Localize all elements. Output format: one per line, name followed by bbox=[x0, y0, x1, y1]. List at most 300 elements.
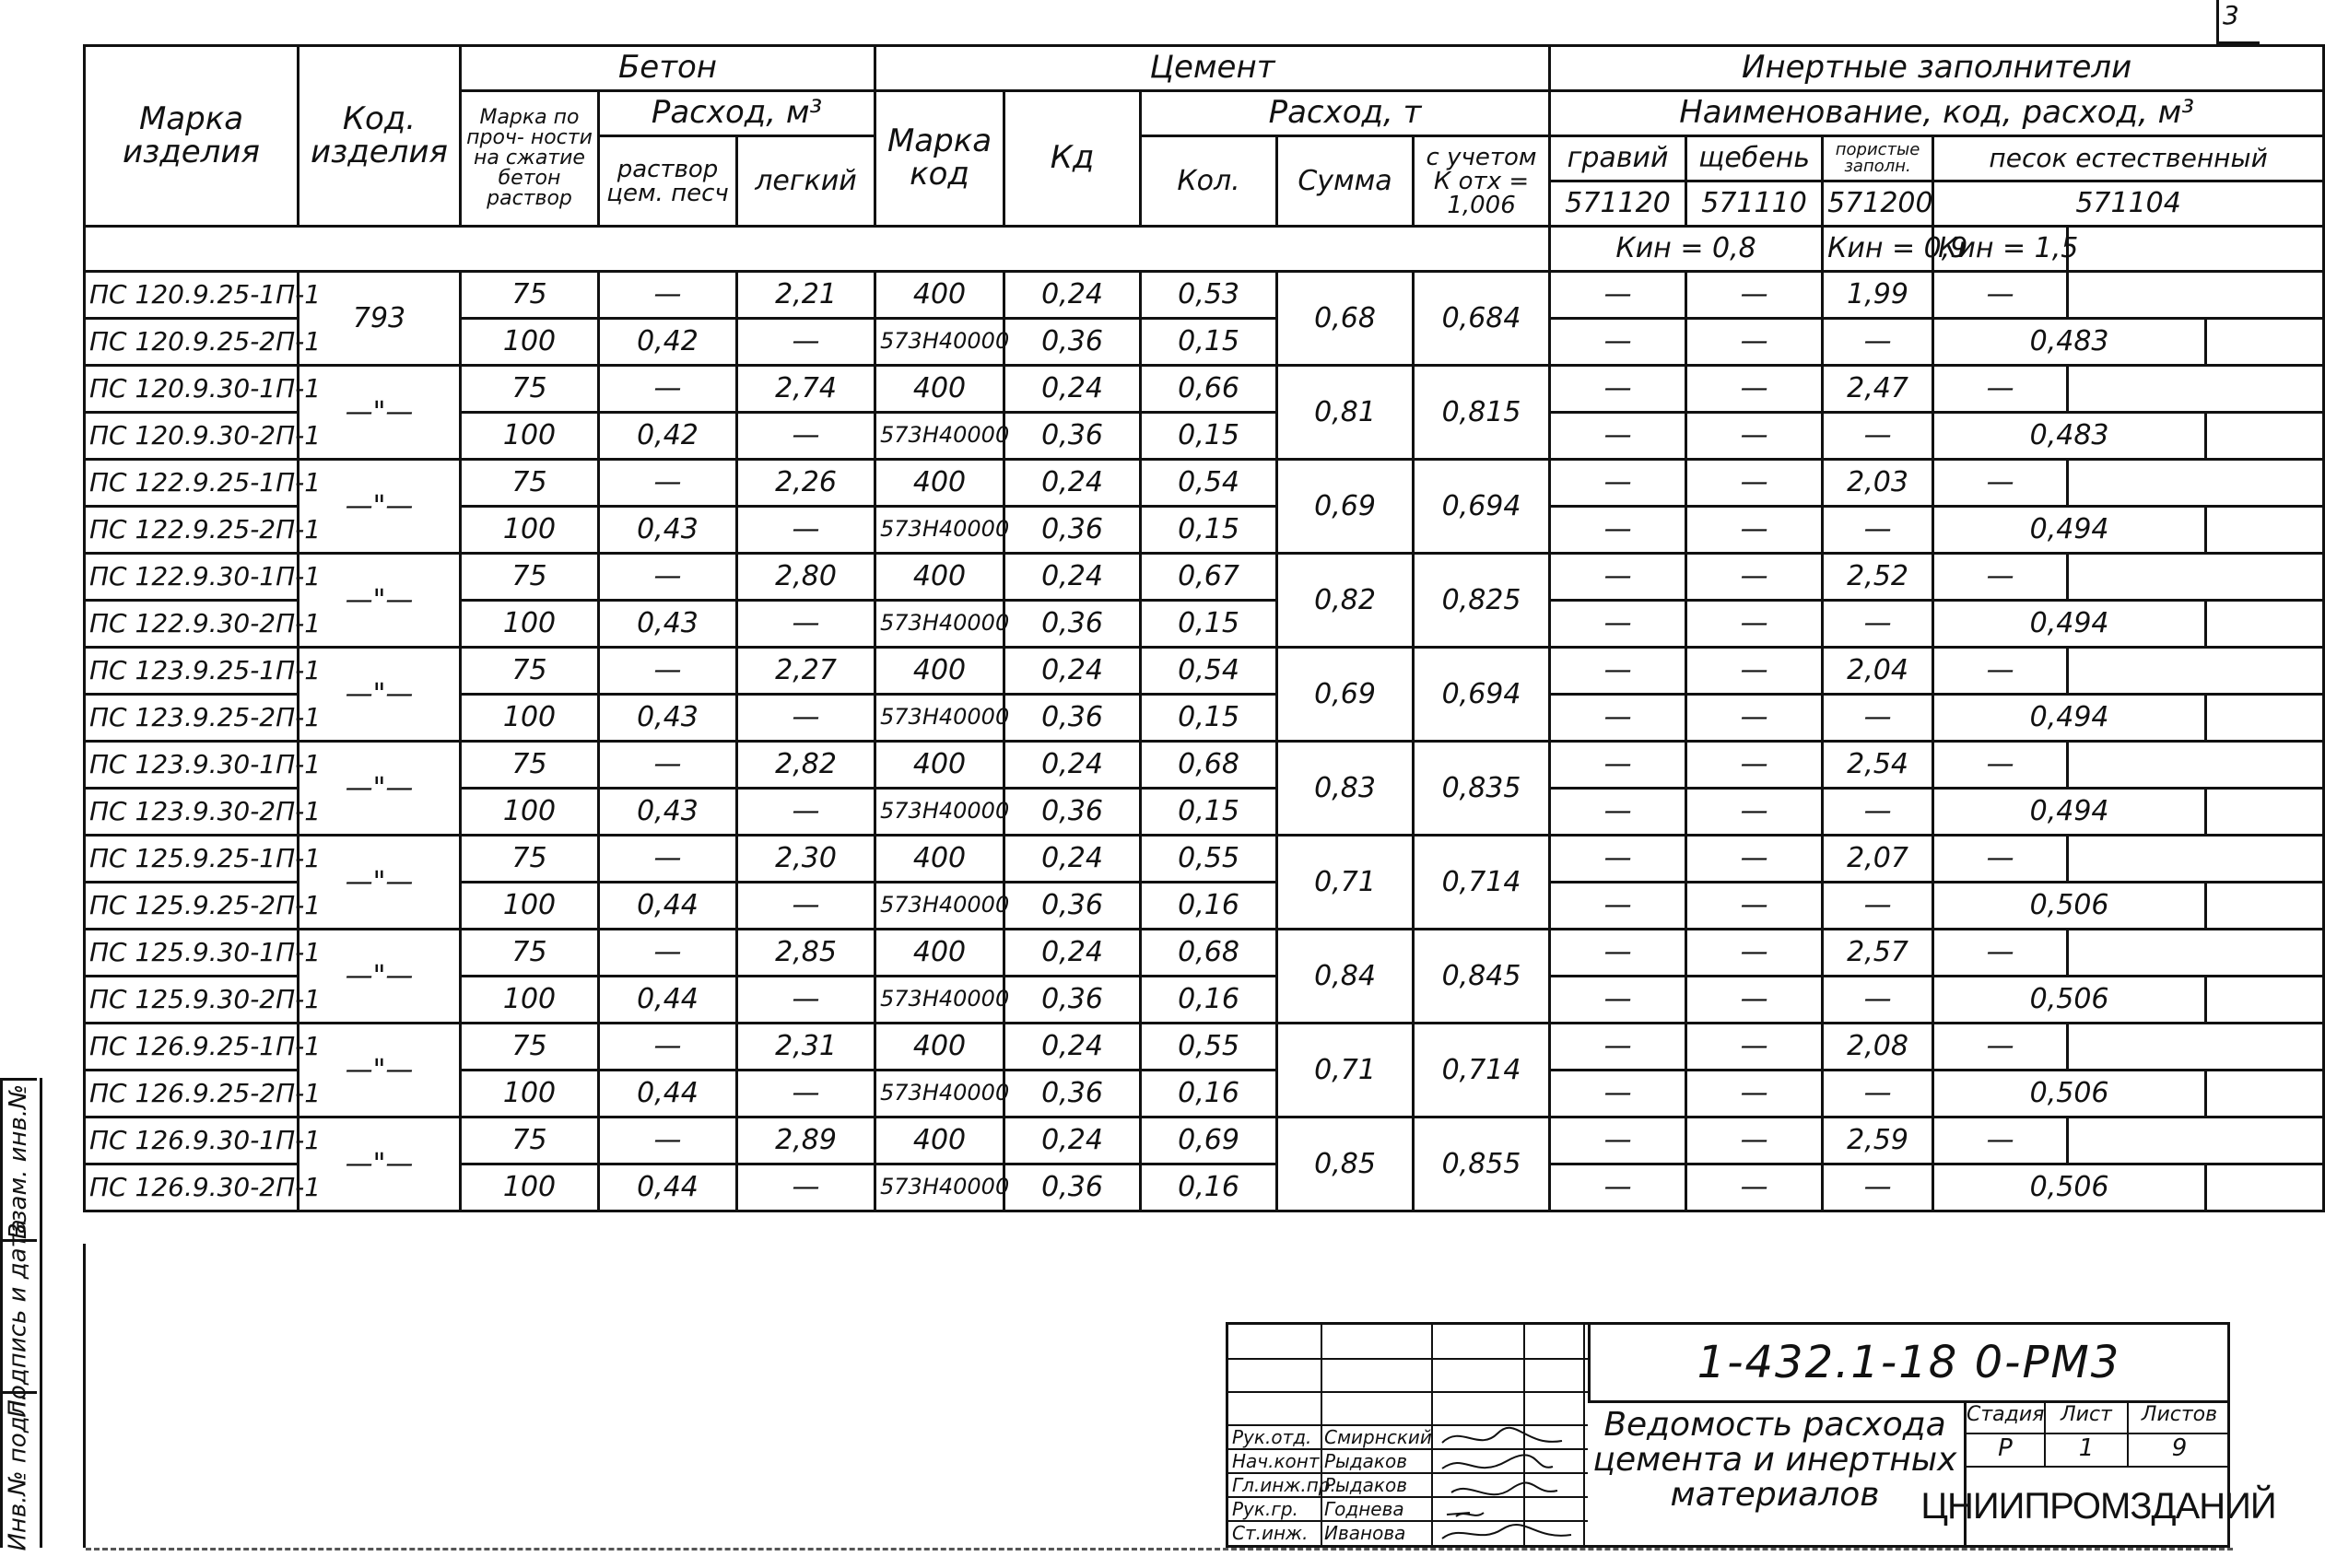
gravel-volume: — bbox=[1550, 1071, 1686, 1117]
stage-block bbox=[1920, 1403, 2276, 1545]
cement-with-waste: 0,835 bbox=[1414, 742, 1550, 836]
crushed-stone-volume: — bbox=[1686, 648, 1823, 695]
sand-volume: — bbox=[1933, 1117, 2068, 1164]
sheet-label: Лист bbox=[2046, 1403, 2129, 1434]
product-mark: ПС 123.9.30-2П-1 bbox=[85, 789, 299, 836]
gravel-volume: — bbox=[1550, 507, 1686, 554]
cement-grade: 400 bbox=[875, 648, 1004, 695]
light-concrete-volume: 2,21 bbox=[737, 272, 875, 319]
strength-grade: 75 bbox=[461, 366, 599, 413]
porous-aggregate-volume: — bbox=[1823, 319, 1933, 366]
table-row bbox=[85, 554, 2324, 601]
product-mark: ПС 126.9.25-1П-1 bbox=[85, 1024, 299, 1071]
empty-cell bbox=[2206, 1164, 2324, 1211]
sand-volume: 0,506 bbox=[1933, 883, 2206, 930]
strength-grade: 100 bbox=[461, 601, 599, 648]
strength-grade: 100 bbox=[461, 1071, 599, 1117]
kin-empty bbox=[2068, 227, 2324, 272]
porous-aggregate-volume: — bbox=[1823, 413, 1933, 460]
gravel-volume: — bbox=[1550, 460, 1686, 507]
crushed-stone-volume: — bbox=[1686, 742, 1823, 789]
cement-code: 573Н40000 bbox=[875, 507, 1004, 554]
cement-qty: 0,15 bbox=[1141, 695, 1277, 742]
product-mark: ПС 126.9.30-2П-1 bbox=[85, 1164, 299, 1211]
light-concrete-volume: — bbox=[737, 319, 875, 366]
product-code: —"— bbox=[299, 460, 461, 554]
light-concrete-volume: 2,89 bbox=[737, 1117, 875, 1164]
crushed-stone-volume: — bbox=[1686, 695, 1823, 742]
document-code: 1-432.1-18 0-РМ3 bbox=[1588, 1325, 2227, 1403]
sand-volume: — bbox=[1933, 648, 2068, 695]
cement-with-waste: 0,815 bbox=[1414, 366, 1550, 460]
gravel-volume: — bbox=[1550, 554, 1686, 601]
cement-code: 573Н40000 bbox=[875, 789, 1004, 836]
porous-aggregate-volume: 2,57 bbox=[1823, 930, 1933, 977]
sand-volume: 0,483 bbox=[1933, 319, 2206, 366]
empty-cell bbox=[2206, 319, 2324, 366]
consumption-table bbox=[83, 44, 2325, 1212]
header-rashod-t: Расход, т bbox=[1141, 91, 1550, 136]
header-kod: Код. изделия bbox=[299, 46, 461, 227]
mortar-volume: 0,44 bbox=[599, 1164, 737, 1211]
light-concrete-volume: 2,85 bbox=[737, 930, 875, 977]
cement-with-waste: 0,684 bbox=[1414, 272, 1550, 366]
gravel-volume: — bbox=[1550, 977, 1686, 1024]
header-marka: Марка изделия bbox=[85, 46, 299, 227]
staff-name-1: Рыдаков bbox=[1324, 1450, 1408, 1472]
sand-volume: — bbox=[1933, 836, 2068, 883]
gravel-volume: — bbox=[1550, 789, 1686, 836]
light-concrete-volume: — bbox=[737, 413, 875, 460]
light-concrete-volume: 2,74 bbox=[737, 366, 875, 413]
cement-grade: 400 bbox=[875, 554, 1004, 601]
empty-cell bbox=[2068, 648, 2324, 695]
bottom-border bbox=[86, 1548, 2233, 1550]
sand-volume: — bbox=[1933, 366, 2068, 413]
product-mark: ПС 122.9.30-1П-1 bbox=[85, 554, 299, 601]
product-code: —"— bbox=[299, 836, 461, 930]
cement-kd: 0,24 bbox=[1004, 1117, 1141, 1164]
product-code: —"— bbox=[299, 366, 461, 460]
header-kd: Кд bbox=[1004, 91, 1141, 227]
staff-role-1: Нач.конт. bbox=[1232, 1450, 1325, 1472]
cement-kd: 0,24 bbox=[1004, 460, 1141, 507]
cement-code: 573Н40000 bbox=[875, 977, 1004, 1024]
cement-with-waste: 0,694 bbox=[1414, 460, 1550, 554]
crushed-stone-volume: — bbox=[1686, 836, 1823, 883]
sand-volume: 0,506 bbox=[1933, 977, 2206, 1024]
light-concrete-volume: — bbox=[737, 883, 875, 930]
cement-sum: 0,71 bbox=[1277, 836, 1414, 930]
cement-with-waste: 0,845 bbox=[1414, 930, 1550, 1024]
porous-aggregate-volume: — bbox=[1823, 695, 1933, 742]
header-naim: Наименование, код, расход, м³ bbox=[1550, 91, 2324, 136]
light-concrete-volume: 2,82 bbox=[737, 742, 875, 789]
mortar-volume: 0,44 bbox=[599, 977, 737, 1024]
empty-cell bbox=[2206, 883, 2324, 930]
empty-cell bbox=[2206, 977, 2324, 1024]
porous-aggregate-volume: 2,52 bbox=[1823, 554, 1933, 601]
cement-grade: 400 bbox=[875, 1024, 1004, 1071]
margin-strip bbox=[0, 1078, 83, 1551]
cement-code: 573Н40000 bbox=[875, 1164, 1004, 1211]
product-code: —"— bbox=[299, 742, 461, 836]
porous-aggregate-volume: — bbox=[1823, 507, 1933, 554]
gravel-volume: — bbox=[1550, 1024, 1686, 1071]
strength-grade: 100 bbox=[461, 1164, 599, 1211]
strength-grade: 75 bbox=[461, 554, 599, 601]
mortar-volume: 0,43 bbox=[599, 789, 737, 836]
cement-with-waste: 0,855 bbox=[1414, 1117, 1550, 1211]
product-mark: ПС 120.9.30-2П-1 bbox=[85, 413, 299, 460]
mortar-volume: 0,42 bbox=[599, 413, 737, 460]
code-pesok: 571104 bbox=[1933, 181, 2324, 227]
table-row bbox=[85, 648, 2324, 695]
product-mark: ПС 122.9.25-2П-1 bbox=[85, 507, 299, 554]
mortar-volume: 0,44 bbox=[599, 1071, 737, 1117]
cement-qty: 0,67 bbox=[1141, 554, 1277, 601]
crushed-stone-volume: — bbox=[1686, 460, 1823, 507]
header-kol: Кол. bbox=[1141, 136, 1277, 227]
crushed-stone-volume: — bbox=[1686, 1164, 1823, 1211]
margin-cell-vzam: Взам. инв.№ bbox=[0, 1078, 37, 1242]
porous-aggregate-volume: — bbox=[1823, 1071, 1933, 1117]
porous-aggregate-volume: 2,47 bbox=[1823, 366, 1933, 413]
porous-aggregate-volume: 2,03 bbox=[1823, 460, 1933, 507]
empty-cell bbox=[2206, 789, 2324, 836]
strength-grade: 75 bbox=[461, 1117, 599, 1164]
cement-grade: 400 bbox=[875, 366, 1004, 413]
header-marka-kod: Марка код bbox=[875, 91, 1004, 227]
cement-code: 573Н40000 bbox=[875, 695, 1004, 742]
mortar-volume: — bbox=[599, 648, 737, 695]
porous-aggregate-volume: — bbox=[1823, 977, 1933, 1024]
product-code: —"— bbox=[299, 1117, 461, 1211]
strength-grade: 100 bbox=[461, 507, 599, 554]
strength-grade: 100 bbox=[461, 413, 599, 460]
strength-grade: 75 bbox=[461, 648, 599, 695]
crushed-stone-volume: — bbox=[1686, 1024, 1823, 1071]
cement-grade: 400 bbox=[875, 1117, 1004, 1164]
staff-role-0: Рук.отд. bbox=[1232, 1426, 1312, 1448]
cement-qty: 0,66 bbox=[1141, 366, 1277, 413]
cement-code: 573Н40000 bbox=[875, 1071, 1004, 1117]
table-row bbox=[85, 742, 2324, 789]
cement-sum: 0,84 bbox=[1277, 930, 1414, 1024]
cement-qty: 0,54 bbox=[1141, 648, 1277, 695]
sand-volume: 0,494 bbox=[1933, 601, 2206, 648]
porous-aggregate-volume: 2,59 bbox=[1823, 1117, 1933, 1164]
cement-kd: 0,36 bbox=[1004, 601, 1141, 648]
code-shcheben: 571110 bbox=[1686, 181, 1823, 227]
product-mark: ПС 122.9.25-1П-1 bbox=[85, 460, 299, 507]
product-code: —"— bbox=[299, 1024, 461, 1117]
header-cement: Цемент bbox=[875, 46, 1550, 91]
cement-kd: 0,24 bbox=[1004, 554, 1141, 601]
gravel-volume: — bbox=[1550, 648, 1686, 695]
empty-cell bbox=[2068, 460, 2324, 507]
cement-grade: 400 bbox=[875, 930, 1004, 977]
light-concrete-volume: — bbox=[737, 1071, 875, 1117]
sand-volume: 0,506 bbox=[1933, 1164, 2206, 1211]
cement-with-waste: 0,825 bbox=[1414, 554, 1550, 648]
cement-sum: 0,83 bbox=[1277, 742, 1414, 836]
crushed-stone-volume: — bbox=[1686, 977, 1823, 1024]
strength-grade: 100 bbox=[461, 319, 599, 366]
gravel-volume: — bbox=[1550, 742, 1686, 789]
light-concrete-volume: 2,31 bbox=[737, 1024, 875, 1071]
product-mark: ПС 120.9.30-1П-1 bbox=[85, 366, 299, 413]
sand-volume: 0,483 bbox=[1933, 413, 2206, 460]
table-row bbox=[85, 272, 2324, 319]
empty-cell bbox=[2068, 836, 2324, 883]
light-concrete-volume: — bbox=[737, 601, 875, 648]
staff-name-3: Годнева bbox=[1324, 1498, 1404, 1520]
strength-grade: 75 bbox=[461, 1024, 599, 1071]
cement-qty: 0,15 bbox=[1141, 789, 1277, 836]
signatures-icon bbox=[1433, 1424, 1580, 1544]
empty-cell bbox=[2068, 742, 2324, 789]
gravel-volume: — bbox=[1550, 366, 1686, 413]
cement-sum: 0,71 bbox=[1277, 1024, 1414, 1117]
crushed-stone-volume: — bbox=[1686, 930, 1823, 977]
staff-name-0: Смирнский bbox=[1324, 1426, 1432, 1448]
gravel-volume: — bbox=[1550, 1164, 1686, 1211]
product-mark: ПС 125.9.25-2П-1 bbox=[85, 883, 299, 930]
stage-value: Р bbox=[1967, 1434, 2046, 1468]
cement-grade: 400 bbox=[875, 742, 1004, 789]
gravel-volume: — bbox=[1550, 930, 1686, 977]
organization-name: ЦНИИПРОМЗДАНИЙ bbox=[1920, 1485, 2276, 1527]
crushed-stone-volume: — bbox=[1686, 272, 1823, 319]
mortar-volume: — bbox=[599, 930, 737, 977]
header-s-uchetom: с учетом К отх = 1,006 bbox=[1414, 136, 1550, 227]
cement-sum: 0,69 bbox=[1277, 648, 1414, 742]
empty-cell bbox=[2068, 272, 2324, 319]
empty-cell bbox=[2206, 601, 2324, 648]
crushed-stone-volume: — bbox=[1686, 1117, 1823, 1164]
cement-kd: 0,24 bbox=[1004, 1024, 1141, 1071]
empty-cell bbox=[2068, 1117, 2324, 1164]
crushed-stone-volume: — bbox=[1686, 554, 1823, 601]
cement-qty: 0,15 bbox=[1141, 507, 1277, 554]
empty-cell bbox=[2068, 1024, 2324, 1071]
light-concrete-volume: — bbox=[737, 789, 875, 836]
product-code: —"— bbox=[299, 930, 461, 1024]
sheet-corner-number: 3 bbox=[2216, 0, 2260, 44]
product-mark: ПС 126.9.30-1П-1 bbox=[85, 1117, 299, 1164]
header-rashod-m3: Расход, м³ bbox=[599, 91, 875, 136]
product-mark: ПС 123.9.25-2П-1 bbox=[85, 695, 299, 742]
product-mark: ПС 120.9.25-1П-1 bbox=[85, 272, 299, 319]
cement-qty: 0,15 bbox=[1141, 601, 1277, 648]
cement-with-waste: 0,714 bbox=[1414, 836, 1550, 930]
cement-kd: 0,36 bbox=[1004, 789, 1141, 836]
cement-qty: 0,68 bbox=[1141, 742, 1277, 789]
strength-grade: 75 bbox=[461, 272, 599, 319]
gravel-volume: — bbox=[1550, 601, 1686, 648]
light-concrete-volume: — bbox=[737, 507, 875, 554]
crushed-stone-volume: — bbox=[1686, 413, 1823, 460]
staff-name-2: Рыдаков bbox=[1324, 1474, 1408, 1496]
gravel-volume: — bbox=[1550, 836, 1686, 883]
table-row bbox=[85, 460, 2324, 507]
cement-qty: 0,53 bbox=[1141, 272, 1277, 319]
strength-grade: 75 bbox=[461, 460, 599, 507]
header-graviy: гравий bbox=[1550, 136, 1686, 181]
cement-qty: 0,15 bbox=[1141, 319, 1277, 366]
header-spacer bbox=[85, 227, 1550, 272]
sand-volume: — bbox=[1933, 1024, 2068, 1071]
porous-aggregate-volume: 2,08 bbox=[1823, 1024, 1933, 1071]
header-poristye: пористые заполн. bbox=[1823, 136, 1933, 181]
mortar-volume: — bbox=[599, 272, 737, 319]
light-concrete-volume: — bbox=[737, 1164, 875, 1211]
crushed-stone-volume: — bbox=[1686, 789, 1823, 836]
porous-aggregate-volume: 2,07 bbox=[1823, 836, 1933, 883]
sheet-value: 1 bbox=[2046, 1434, 2129, 1468]
table-row bbox=[85, 1117, 2324, 1164]
porous-aggregate-volume: 2,54 bbox=[1823, 742, 1933, 789]
staff-role-3: Рук.гр. bbox=[1232, 1498, 1298, 1520]
cement-qty: 0,16 bbox=[1141, 977, 1277, 1024]
header-beton: Бетон bbox=[461, 46, 875, 91]
header-inert: Инертные заполнители bbox=[1550, 46, 2324, 91]
gravel-volume: — bbox=[1550, 272, 1686, 319]
gravel-volume: — bbox=[1550, 1117, 1686, 1164]
light-concrete-volume: 2,27 bbox=[737, 648, 875, 695]
product-mark: ПС 125.9.25-1П-1 bbox=[85, 836, 299, 883]
cement-qty: 0,55 bbox=[1141, 1024, 1277, 1071]
strength-grade: 100 bbox=[461, 977, 599, 1024]
mortar-volume: 0,44 bbox=[599, 883, 737, 930]
sand-volume: — bbox=[1933, 554, 2068, 601]
light-concrete-volume: 2,26 bbox=[737, 460, 875, 507]
cement-kd: 0,36 bbox=[1004, 319, 1141, 366]
strength-grade: 75 bbox=[461, 930, 599, 977]
title-block bbox=[1226, 1322, 2276, 1548]
strength-grade: 75 bbox=[461, 836, 599, 883]
product-mark: ПС 120.9.25-2П-1 bbox=[85, 319, 299, 366]
kin-1: Кин = 0,8 bbox=[1550, 227, 1823, 272]
sheets-label: Листов bbox=[2129, 1403, 2230, 1434]
cement-code: 573Н40000 bbox=[875, 601, 1004, 648]
gravel-volume: — bbox=[1550, 883, 1686, 930]
strength-grade: 100 bbox=[461, 789, 599, 836]
document-title: Ведомость расхода цемента и инертных материалов bbox=[1592, 1406, 1957, 1514]
cement-kd: 0,36 bbox=[1004, 883, 1141, 930]
crushed-stone-volume: — bbox=[1686, 1071, 1823, 1117]
left-border-line bbox=[83, 1244, 86, 1548]
sheets-value: 9 bbox=[2129, 1434, 2230, 1468]
header-legkiy: легкий bbox=[737, 136, 875, 227]
cement-qty: 0,55 bbox=[1141, 836, 1277, 883]
margin-cell-podpis: Подпись и дата bbox=[0, 1239, 37, 1394]
header-rastvor: раствор цем. песч bbox=[599, 136, 737, 227]
porous-aggregate-volume: 1,99 bbox=[1823, 272, 1933, 319]
code-graviy: 571120 bbox=[1550, 181, 1686, 227]
mortar-volume: — bbox=[599, 460, 737, 507]
cement-kd: 0,36 bbox=[1004, 695, 1141, 742]
cement-qty: 0,16 bbox=[1141, 883, 1277, 930]
mortar-volume: — bbox=[599, 1024, 737, 1071]
product-mark: ПС 126.9.25-2П-1 bbox=[85, 1071, 299, 1117]
cement-kd: 0,36 bbox=[1004, 507, 1141, 554]
porous-aggregate-volume: — bbox=[1823, 883, 1933, 930]
header-pesok: песок естественный bbox=[1933, 136, 2324, 181]
empty-cell bbox=[2068, 930, 2324, 977]
light-concrete-volume: — bbox=[737, 977, 875, 1024]
sand-volume: 0,494 bbox=[1933, 789, 2206, 836]
table-row bbox=[85, 836, 2324, 883]
sand-volume: — bbox=[1933, 272, 2068, 319]
cement-grade: 400 bbox=[875, 272, 1004, 319]
stage-label: Стадия bbox=[1967, 1403, 2046, 1434]
header-summa: Сумма bbox=[1277, 136, 1414, 227]
crushed-stone-volume: — bbox=[1686, 319, 1823, 366]
mortar-volume: 0,43 bbox=[599, 507, 737, 554]
product-mark: ПС 125.9.30-2П-1 bbox=[85, 977, 299, 1024]
sand-volume: — bbox=[1933, 930, 2068, 977]
crushed-stone-volume: — bbox=[1686, 883, 1823, 930]
table-row bbox=[85, 1024, 2324, 1071]
mortar-volume: 0,43 bbox=[599, 601, 737, 648]
cement-with-waste: 0,694 bbox=[1414, 648, 1550, 742]
product-mark: ПС 122.9.30-2П-1 bbox=[85, 601, 299, 648]
product-code: —"— bbox=[299, 554, 461, 648]
product-mark: ПС 123.9.25-1П-1 bbox=[85, 648, 299, 695]
light-concrete-volume: 2,30 bbox=[737, 836, 875, 883]
cement-sum: 0,81 bbox=[1277, 366, 1414, 460]
mortar-volume: — bbox=[599, 742, 737, 789]
cement-kd: 0,24 bbox=[1004, 366, 1141, 413]
empty-cell bbox=[2206, 413, 2324, 460]
strength-grade: 75 bbox=[461, 742, 599, 789]
cement-code: 573Н40000 bbox=[875, 319, 1004, 366]
gravel-volume: — bbox=[1550, 413, 1686, 460]
cement-kd: 0,24 bbox=[1004, 648, 1141, 695]
kin-3: Кин = 1,5 bbox=[1933, 227, 2068, 272]
kin-2: Кин = 0,9 bbox=[1823, 227, 1933, 272]
cement-qty: 0,54 bbox=[1141, 460, 1277, 507]
empty-cell bbox=[2068, 366, 2324, 413]
sand-volume: 0,494 bbox=[1933, 507, 2206, 554]
cement-grade: 400 bbox=[875, 836, 1004, 883]
mortar-volume: — bbox=[599, 366, 737, 413]
gravel-volume: — bbox=[1550, 695, 1686, 742]
cement-kd: 0,36 bbox=[1004, 1164, 1141, 1211]
light-concrete-volume: — bbox=[737, 695, 875, 742]
cement-with-waste: 0,714 bbox=[1414, 1024, 1550, 1117]
cement-qty: 0,68 bbox=[1141, 930, 1277, 977]
porous-aggregate-volume: — bbox=[1823, 601, 1933, 648]
mortar-volume: — bbox=[599, 836, 737, 883]
table-row bbox=[85, 930, 2324, 977]
staff-role-4: Ст.инж. bbox=[1232, 1522, 1309, 1544]
margin-cell-inv: Инв.№ подл. bbox=[0, 1391, 37, 1550]
cement-sum: 0,82 bbox=[1277, 554, 1414, 648]
staff-grid bbox=[1228, 1325, 1588, 1545]
sand-volume: 0,494 bbox=[1933, 695, 2206, 742]
cement-kd: 0,36 bbox=[1004, 1071, 1141, 1117]
product-mark: ПС 123.9.30-1П-1 bbox=[85, 742, 299, 789]
empty-cell bbox=[2206, 695, 2324, 742]
cement-kd: 0,36 bbox=[1004, 977, 1141, 1024]
gravel-volume: — bbox=[1550, 319, 1686, 366]
empty-cell bbox=[2206, 1071, 2324, 1117]
cement-sum: 0,85 bbox=[1277, 1117, 1414, 1211]
cement-kd: 0,24 bbox=[1004, 272, 1141, 319]
